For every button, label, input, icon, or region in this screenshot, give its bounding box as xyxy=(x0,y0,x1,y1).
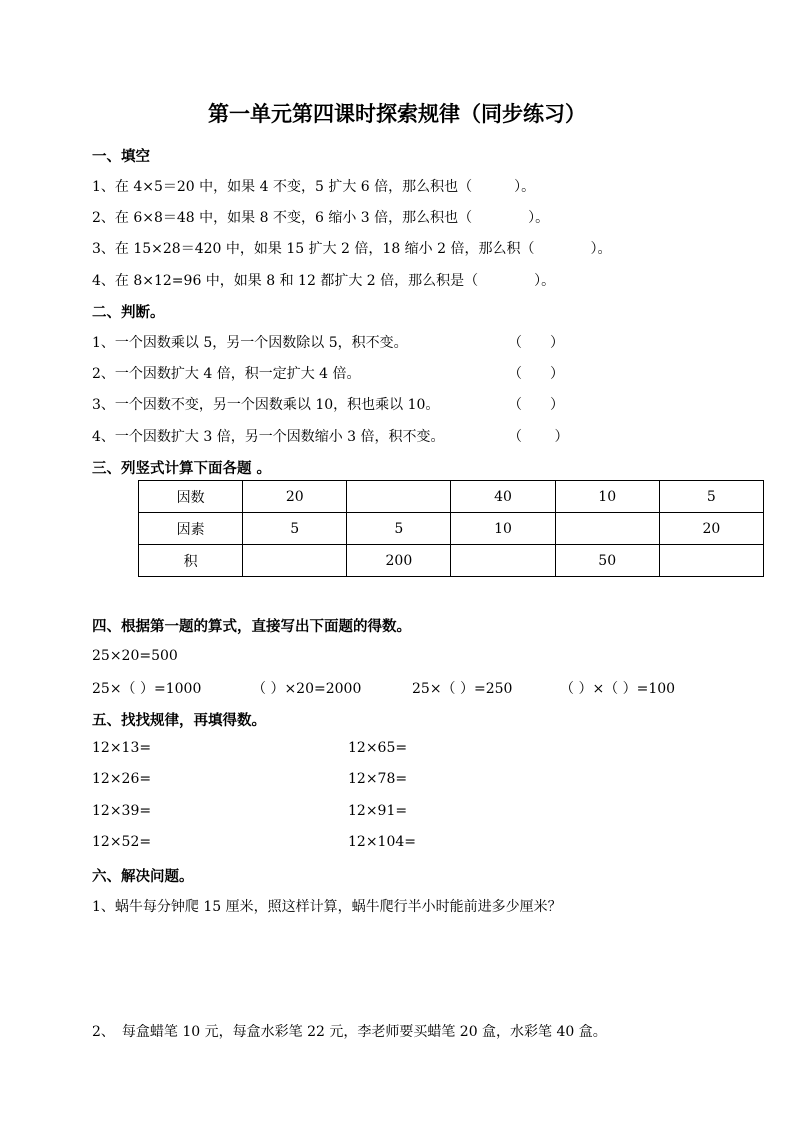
exercise-1: 25×（ ）=1000 xyxy=(92,681,202,697)
pattern-left-3: 12×39= xyxy=(92,803,152,819)
section-heading-calculation: 三、列竖式计算下面各题 。 xyxy=(92,460,272,477)
exercise-2: （ ）×20=2000 xyxy=(252,681,362,697)
word-problem-1: 1、蜗牛每分钟爬 15 厘米，照这样计算，蜗牛爬行半小时能前进多少厘米？ xyxy=(92,899,562,915)
exercise-3: 25×（ ）=250 xyxy=(412,681,513,697)
judge-item-3: 3、一个因数不变，另一个因数乘以 10，积也乘以 10。 xyxy=(92,397,440,413)
fill-in-item-4: 4、在 8×12=96 中，如果 8 和 12 都扩大 2 倍，那么积是（ ）。 xyxy=(92,273,556,289)
table-cell: 5 xyxy=(659,481,763,513)
given-equation: 25×20=500 xyxy=(92,648,178,664)
table-cell: 5 xyxy=(347,513,451,545)
word-problem-2: 2、 每盒蜡笔 10 元，每盒水彩笔 22 元，李老师要买蜡笔 20 盒，水彩笔 40 盒。 xyxy=(92,1024,607,1040)
table-cell: 因数 xyxy=(139,481,243,513)
table-cell: 20 xyxy=(659,513,763,545)
table-cell: 40 xyxy=(451,481,555,513)
table-cell: 10 xyxy=(555,481,659,513)
judge-answer-paren-3: （ ） xyxy=(508,397,564,413)
table-cell: 20 xyxy=(243,481,347,513)
table-cell xyxy=(659,545,763,577)
table-row xyxy=(139,513,764,545)
pattern-left-1: 12×13= xyxy=(92,740,152,756)
pattern-right-1: 12×65= xyxy=(348,740,408,756)
fill-in-item-3: 3、在 15×28＝420 中，如果 15 扩大 2 倍，18 缩小 2 倍，那么积（ ）。 xyxy=(92,241,612,257)
pattern-right-3: 12×91= xyxy=(348,803,408,819)
judge-answer-paren-2: （ ） xyxy=(508,366,564,382)
judge-item-4: 4、一个因数扩大 3 倍，另一个因数缩小 3 倍，积不变。 xyxy=(92,429,445,445)
section-heading-judge: 二、判断。 xyxy=(92,304,165,321)
table-cell: 10 xyxy=(451,513,555,545)
pattern-left-2: 12×26= xyxy=(92,771,152,787)
table-cell: 因素 xyxy=(139,513,243,545)
table-cell: 200 xyxy=(347,545,451,577)
page-title: 第一单元第四课时探索规律（同步练习） xyxy=(208,101,586,126)
pattern-right-4: 12×104= xyxy=(348,834,416,850)
table-cell xyxy=(451,545,555,577)
fill-in-item-2: 2、在 6×8＝48 中，如果 8 不变，6 缩小 3 倍，那么积也（ ）。 xyxy=(92,210,550,226)
pattern-left-4: 12×52= xyxy=(92,834,152,850)
judge-answer-paren-4: （ ） xyxy=(508,429,569,445)
section-heading-direct-answer: 四、根据第一题的算式，直接写出下面题的得数。 xyxy=(92,618,411,635)
table-cell xyxy=(555,513,659,545)
factor-product-table xyxy=(138,480,764,577)
judge-item-2: 2、一个因数扩大 4 倍，积一定扩大 4 倍。 xyxy=(92,366,361,382)
section-heading-fill-in: 一、填空 xyxy=(92,148,150,165)
table-cell: 积 xyxy=(139,545,243,577)
table-cell: 50 xyxy=(555,545,659,577)
table-cell xyxy=(347,481,451,513)
table-row xyxy=(139,481,764,513)
pattern-right-2: 12×78= xyxy=(348,771,408,787)
judge-answer-paren-1: （ ） xyxy=(508,335,564,351)
fill-in-item-1: 1、在 4×5＝20 中，如果 4 不变，5 扩大 6 倍，那么积也（ ）。 xyxy=(92,179,536,195)
section-heading-problems: 六、解决问题。 xyxy=(92,868,194,885)
judge-item-1: 1、一个因数乘以 5，另一个因数除以 5，积不变。 xyxy=(92,335,408,351)
section-heading-pattern: 五、找找规律，再填得数。 xyxy=(92,712,266,729)
table-cell: 5 xyxy=(243,513,347,545)
table-cell xyxy=(243,545,347,577)
exercise-4: （ ）×（ ）=100 xyxy=(560,681,676,697)
table-row xyxy=(139,545,764,577)
